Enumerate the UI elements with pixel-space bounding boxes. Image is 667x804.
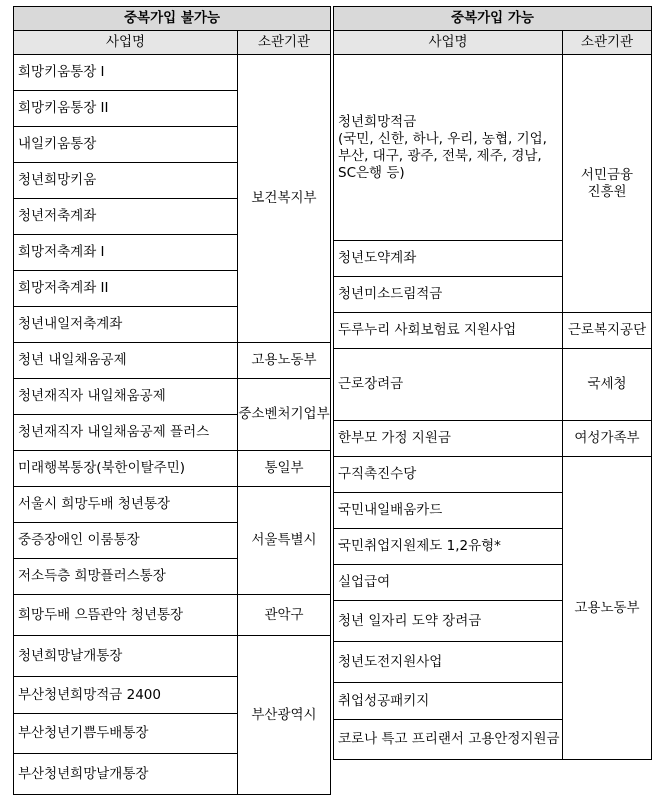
program-name-cell: 청년미소드림적금 — [334, 277, 563, 313]
program-name-cell: 청년희망적금 (국민, 신한, 하나, 우리, 농협, 기업, 부산, 대구, 광주, 전북, 제주, 경남, SC은행 등) — [334, 55, 563, 241]
program-name-cell: 청년도약계좌 — [334, 241, 563, 277]
program-name-cell: 두루누리 사회보험료 지원사업 — [334, 313, 563, 349]
program-name-cell: 부산청년희망적금 2400 — [14, 677, 238, 714]
table-row — [14, 379, 331, 415]
program-name-cell: 청년 내일채움공제 — [14, 343, 238, 379]
program-name-cell: 희망키움통장 II — [14, 91, 238, 127]
program-name-cell: 구직촉진수당 — [334, 457, 563, 493]
agency-cell: 중소벤처기업부 — [238, 379, 331, 451]
agency-cell: 서민금융 진흥원 — [563, 55, 652, 313]
program-name-cell: 청년재직자 내일채움공제 — [14, 379, 238, 415]
program-name-cell: 저소득층 희망플러스통장 — [14, 559, 238, 595]
agency-cell: 보건복지부 — [238, 55, 331, 343]
table-row — [14, 343, 331, 379]
program-name-cell: 희망저축계좌 I — [14, 235, 238, 271]
agency-cell: 고용노동부 — [563, 457, 652, 760]
table-row — [14, 595, 331, 636]
right-table-title: 중복가입 가능 — [334, 7, 652, 31]
program-name-cell: 근로장려금 — [334, 349, 563, 421]
program-name-cell: 희망두배 으뜸관악 청년통장 — [14, 595, 238, 636]
right-table — [333, 6, 652, 760]
program-name-cell: 서울시 희망두배 청년통장 — [14, 487, 238, 523]
agency-cell: 서울특별시 — [238, 487, 331, 595]
program-name-cell: 청년도전지원사업 — [334, 642, 563, 683]
table-row — [334, 55, 652, 241]
program-name-cell: 부산청년희망날개통장 — [14, 754, 238, 795]
agency-cell: 여성가족부 — [563, 421, 652, 457]
agency-cell: 통일부 — [238, 451, 331, 487]
table-row — [14, 451, 331, 487]
program-name-cell: 청년저축계좌 — [14, 199, 238, 235]
program-name-cell: 희망키움통장 I — [14, 55, 238, 91]
program-name-cell: 미래행복통장(북한이탈주민) — [14, 451, 238, 487]
program-name-cell: 희망저축계좌 II — [14, 271, 238, 307]
program-name-cell: 국민내일배움카드 — [334, 493, 563, 529]
left-table — [13, 6, 331, 795]
right-col-org-header: 소관기관 — [563, 31, 652, 55]
agency-cell: 근로복지공단 — [563, 313, 652, 349]
table-row — [334, 349, 652, 421]
program-name-cell: 부산청년기쁨두배통장 — [14, 714, 238, 754]
program-name-cell: 청년 일자리 도약 장려금 — [334, 601, 563, 642]
program-name-cell: 내일키움통장 — [14, 127, 238, 163]
agency-cell: 관악구 — [238, 595, 331, 636]
agency-cell: 부산광역시 — [238, 636, 331, 795]
program-name-cell: 청년희망키움 — [14, 163, 238, 199]
agency-cell: 고용노동부 — [238, 343, 331, 379]
table-row — [334, 313, 652, 349]
program-name-cell: 청년재직자 내일채움공제 플러스 — [14, 415, 238, 451]
left-col-org-header: 소관기관 — [238, 31, 331, 55]
table-row — [14, 487, 331, 523]
table-row — [14, 55, 331, 91]
table-row — [334, 457, 652, 493]
program-name-cell: 청년내일저축계좌 — [14, 307, 238, 343]
table-row — [14, 636, 331, 677]
left-table-title: 중복가입 불가능 — [14, 7, 331, 31]
right-col-name-header: 사업명 — [334, 31, 563, 55]
program-name-cell: 청년희망날개통장 — [14, 636, 238, 677]
program-name-cell: 취업성공패키지 — [334, 683, 563, 720]
agency-cell: 국세청 — [563, 349, 652, 421]
table-row — [334, 421, 652, 457]
left-col-name-header: 사업명 — [14, 31, 238, 55]
program-name-cell: 중증장애인 이룸통장 — [14, 523, 238, 559]
program-name-cell: 한부모 가정 지원금 — [334, 421, 563, 457]
program-name-cell: 코로나 특고 프리랜서 고용안정지원금 — [334, 720, 563, 760]
program-name-cell: 실업급여 — [334, 565, 563, 601]
program-name-cell: 국민취업지원제도 1,2유형* — [334, 529, 563, 565]
